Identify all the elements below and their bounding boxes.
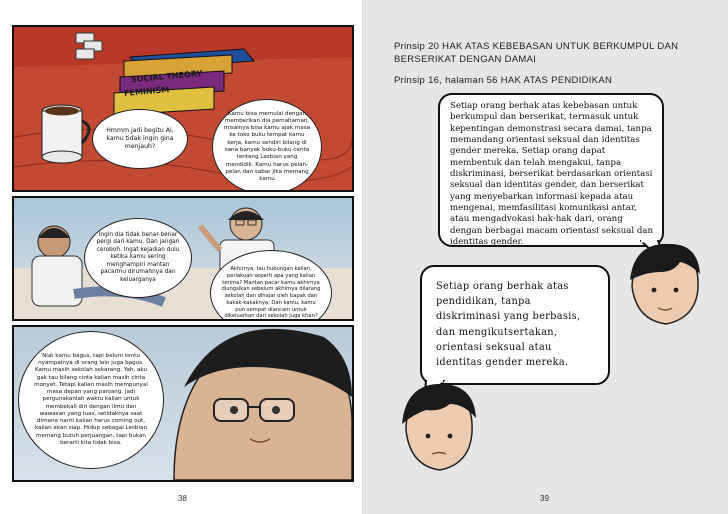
speech-bubble-assembly-right: Setiap orang berhak atas kebebasan untuk berkumpul dan berserikat, termasuk untuk kepentingan demonstrasi secara damai, tanpa memandang orientasi seksual dan identitas gender mereka. Setiap orang dapat membentuk dan telah mengakui, tanpa diskriminasi, berserikat berdasarkan orientasi seksual dan identitas gender, dan berserikat yang menyebarkan informasi kepada atau mengenai, memfasilitasi komunikasi antar, atau mengadvokasi hak-hak dari, orang dengan berbagai macam orientasi seksual dan identitas gender.	[438, 93, 664, 247]
speech-bubble-question: Hmmm jadi begitu Ai, kamu tidak ingin gina menjauh?	[92, 109, 188, 169]
speech-bubble-advice: Kamu bisa memulai dengan memberikan dia pemahaman, misalnya bisa kamu ajak masa ke toko buku tempat kamu kerja, kamu sendiri bilang di sana banyak buku-buku cerita tentang Lesbian yang mendidik. Kamu harus pelan-pelan dan sabar jika memang kamu	[212, 99, 322, 192]
principle-16-heading: Prinsip 16, halaman 56 HAK ATAS PENDIDIKAN	[394, 75, 613, 86]
character-face-left	[392, 378, 482, 474]
principle-20-heading: Prinsip 20 HAK ATAS KEBEBASAN UNTUK BERKUMPUL DAN BERSERIKAT DENGAN DAMAI	[394, 41, 679, 65]
speech-bubble-history: Akhirnya, tau hubungan kalian, perlakuan seperti apa yang kalian terima? Mantan pacar kamu akhirnya diungsikan sebelum akhirnya dilarang sekolah dan dihajar oleh bapak dan kakak-kakaknya. Dan kamu, kamu pun sempat diancam untuk dikeluarkan dari sekolah juga khan?	[210, 250, 332, 321]
speech-bubble-warning: Ingin dia tidak benar-benar pergi dari kamu. Dan jangan ceroboh. Ingat kejadian dulu ketika kamu sering menghampiri mantan pacarmu dirumahnya dan keluarganya	[84, 218, 192, 298]
panel-3	[12, 325, 354, 482]
speech-bubble-education-right: Setiap orang berhak atas pendidikan, tanpa diskriminasi yang berbasis, dan mengikutsertakan, orientasi seksual atau identitas gender mereka.	[420, 265, 610, 385]
book-title-feminism: FEMINISM	[123, 85, 170, 98]
page-number-left: 38	[178, 494, 187, 503]
page-number-right: 39	[540, 494, 549, 503]
panel-2	[12, 196, 354, 321]
book-title-social-theory: SOCIAL THEORY	[130, 68, 203, 85]
speech-bubble-encouragement: Niat kamu bagus, tapi belum tentu nyampainya di orang lain juga bagus. Kamu masih sekolah sekarang. Yah, aku gak tau bilang cinta kalian masih cinta monyet. Tetapi kalian masih mempunyai masa depan yang panjang. Jadi pergunakanlah waktu kalian untuk membekali diri dengan ilmu dan wawasan yang luas, setidaknya saat dimana nanti kalian harus coming out, kalian akan siap. Hidup sebagai Lesbian memang butuh perjuangan, tapi bukan berarti kita tidak bisa.	[18, 331, 164, 469]
character-face-right	[618, 240, 708, 330]
panel-1	[12, 25, 354, 192]
